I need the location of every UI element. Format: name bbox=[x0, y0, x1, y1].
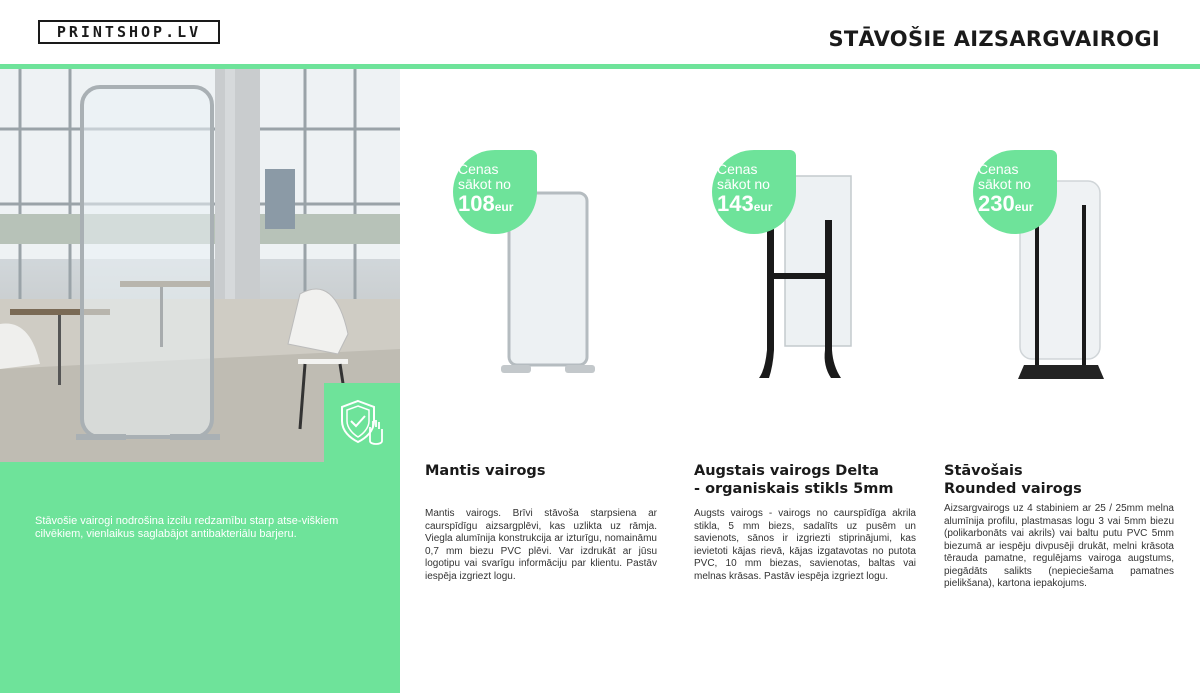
product-title-line1: Mantis vairogs bbox=[425, 463, 546, 479]
intro-text: Stāvošie vairogi nodrošina izcilu redzamību starp atse-viškiem cilvēkiem, vienlaikus saglabājot antibakteriālu barjeru. bbox=[35, 515, 339, 540]
price-label-line2: sākot no bbox=[978, 176, 1031, 192]
product-description-delta: Augsts vairogs - vairogs no caurspīdīga akrila stikla, 5 mm biezs, sadalīts uz pusēm un savienots, sānos ir izgriezti stiprinājumi, kas ievietoti kājas rievā, kājas izgatavotas no putota PVC, 10 mm biezas, savienotas, baltas vai melnas krāsas. Pastāv iespēja izgriezt logu. bbox=[694, 508, 916, 582]
product-title-delta bbox=[694, 462, 893, 498]
price-badge-delta bbox=[712, 150, 796, 234]
product-title-mantis bbox=[425, 462, 545, 480]
price-currency: eur bbox=[753, 200, 773, 214]
shield-hand-icon bbox=[336, 397, 388, 449]
price-label-line1: Cenas bbox=[978, 161, 1019, 177]
product-title-line1: Stāvošais bbox=[944, 463, 1023, 479]
price-label-line2: sākot no bbox=[458, 176, 511, 192]
price-value: 108 bbox=[458, 191, 495, 216]
price-value: 143 bbox=[717, 191, 754, 216]
price-label-line1: Cenas bbox=[717, 161, 758, 177]
product-title-line2: - organiskais stikls 5mm bbox=[694, 481, 894, 497]
price-label-line1: Cenas bbox=[458, 161, 499, 177]
page-title: STĀVOŠIE AIZSARGVAIROGI bbox=[828, 27, 1160, 51]
product-title-line1: Augstais vairogs Delta bbox=[694, 463, 879, 479]
shield-tile bbox=[324, 383, 400, 462]
product-title-rounded bbox=[944, 462, 1082, 498]
brand-logo[interactable] bbox=[38, 20, 220, 44]
price-badge-rounded bbox=[973, 150, 1057, 234]
price-badge-mantis bbox=[453, 150, 537, 234]
product-title-line2: Rounded vairogs bbox=[944, 481, 1082, 497]
brand-logo-text: PRINTSHOP.LV bbox=[56, 23, 202, 41]
intro-panel bbox=[0, 462, 400, 693]
price-currency: eur bbox=[1014, 200, 1034, 214]
price-value: 230 bbox=[978, 191, 1015, 216]
price-label-line2: sākot no bbox=[717, 176, 770, 192]
product-description-mantis: Mantis vairogs. Brīvi stāvoša starpsiena ar caurspīdīgu aizsargplēvi, kas uzlikta uz rāmja. Viegla alumīnija konstrukcija ar izturīgu, nomaināmu 0,7 mm biezu PVC plēvi. Var izdrukāt ar jūsu logotipu vai svarīgu informāciju par klientu. Pastāv iespēja izgriezt logu. bbox=[425, 508, 657, 582]
price-currency: eur bbox=[494, 200, 514, 214]
product-description-rounded: Aizsargvairogs uz 4 stabiniem ar 25 / 25mm melna alumīnija profilu, plastmasas logu 3 vai 5mm biezu (polikarbonāts vai akrils) vai baltu putu PVC 5mm biezumā ar iespēju divpusēji drukāt, melni krāsota tērauda pamatne, regulējams vairoga augstums, piegādāts salikts (nepieciešama pamatnes pielikšana), kartona iepakojums. bbox=[944, 503, 1174, 589]
